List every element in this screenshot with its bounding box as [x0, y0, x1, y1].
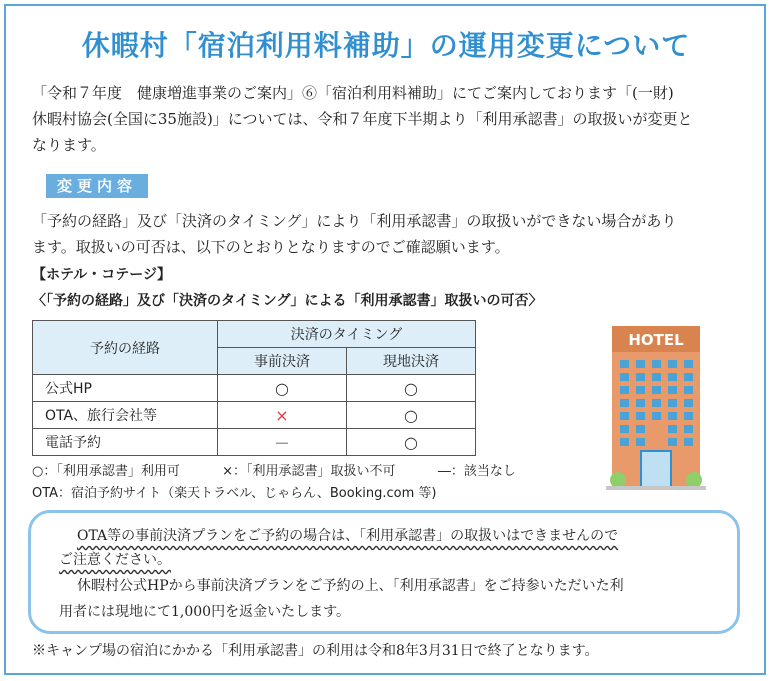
availability-table	[32, 320, 476, 456]
hotel-window	[636, 373, 645, 381]
hotel-window	[652, 399, 661, 407]
hotel-window	[620, 438, 629, 446]
hotel-window	[684, 412, 693, 420]
hotel-window	[668, 425, 677, 433]
legend-ng: ×：「利用承認書」取扱い不可	[222, 464, 396, 479]
hotel-window	[620, 373, 629, 381]
route-header: 予約の経路	[33, 321, 218, 375]
legend-ok: ○：「利用承認書」利用可	[32, 464, 180, 479]
table-row	[33, 375, 476, 402]
hotel-window	[684, 399, 693, 407]
hotel-window	[620, 399, 629, 407]
prepay-cell: ×	[218, 402, 347, 429]
hotel-sign: HOTEL	[628, 331, 684, 349]
table-caption: 〈「予約の経路」及び「決済のタイミング」による「利用承認書」取扱いの可否〉	[32, 293, 543, 309]
hotel-window	[684, 425, 693, 433]
hotel-window	[668, 399, 677, 407]
hotel-window	[652, 373, 661, 381]
intro-line: なります。	[32, 136, 106, 154]
hotel-window	[684, 360, 693, 368]
hotel-window	[620, 386, 629, 394]
notice-line: 休暇村公式HPから事前決済プランをご予約の上、「利用承認書」をご持参いただいた利	[77, 578, 624, 594]
onsite-cell: ○	[347, 375, 476, 402]
hotel-window	[684, 386, 693, 394]
hotel-heading: 【ホテル・コテージ】	[32, 267, 172, 283]
hotel-window	[652, 412, 661, 420]
notice-line: 用者には現地にて1,000円を返金いたします。	[59, 604, 350, 620]
onsite-cell: ○	[347, 429, 476, 456]
prepay-cell: ○	[218, 375, 347, 402]
notice-box	[28, 510, 740, 634]
hotel-window	[620, 360, 629, 368]
legend-na: ―：該当なし	[437, 464, 516, 479]
legend-ota: OTA：宿泊予約サイト（楽天トラベル、じゃらん、Booking.com 等)	[32, 486, 437, 501]
section-paragraph	[32, 208, 744, 260]
hotel-window	[652, 360, 661, 368]
hotel-window	[668, 386, 677, 394]
section-tag: 変更内容	[46, 174, 148, 198]
hotel-window	[684, 438, 693, 446]
hotel-window	[668, 438, 677, 446]
intro-line: 休暇村協会(全国に35施設)」については、令和７年度下半期より「利用承認書」の取扱いが変更と	[32, 110, 693, 128]
hotel-window	[668, 360, 677, 368]
footer-note: ※キャンプ場の宿泊にかかる「利用承認書」の利用は令和8年3月31日で終了となります。	[32, 643, 599, 659]
legend-row	[32, 460, 516, 479]
notice-line: OTA等の事前決済プランをご予約の場合は、「利用承認書」の取扱いはできませんので	[77, 528, 619, 544]
hotel-window	[668, 412, 677, 420]
hotel-window	[684, 373, 693, 381]
section-line: 「予約の経路」及び「決済のタイミング」により「利用承認書」の取扱いができない場合があり	[32, 212, 677, 230]
intro-line: 「令和７年度 健康増進事業のご案内」⑥「宿泊利用料補助」にてご案内しております「(一財)	[32, 84, 674, 102]
table-row	[33, 429, 476, 456]
hotel-window	[636, 399, 645, 407]
hotel-window	[652, 386, 661, 394]
hotel-window	[636, 425, 645, 433]
hotel-window	[620, 412, 629, 420]
route-cell: 公式HP	[33, 375, 218, 402]
prepay-cell: －	[218, 429, 347, 456]
route-cell: OTA、旅行会社等	[33, 402, 218, 429]
route-cell: 電話予約	[33, 429, 218, 456]
hotel-window	[636, 386, 645, 394]
onsite-cell: ○	[347, 402, 476, 429]
hotel-window	[636, 360, 645, 368]
notice-line: ご注意ください。	[59, 552, 171, 568]
table-row	[33, 402, 476, 429]
hotel-window	[636, 438, 645, 446]
hotel-building-icon	[606, 322, 706, 492]
prepay-header: 事前決済	[218, 348, 347, 375]
intro-paragraph	[32, 80, 744, 158]
hotel-window	[636, 412, 645, 420]
section-line: ます。取扱いの可否は、以下のとおりとなりますのでご確認願います。	[32, 238, 510, 256]
onsite-header: 現地決済	[347, 348, 476, 375]
hotel-window	[620, 425, 629, 433]
hotel-window	[668, 373, 677, 381]
page-title: 休暇村「宿泊利用料補助」の運用変更について	[81, 29, 691, 62]
timing-header: 決済のタイミング	[218, 321, 476, 348]
